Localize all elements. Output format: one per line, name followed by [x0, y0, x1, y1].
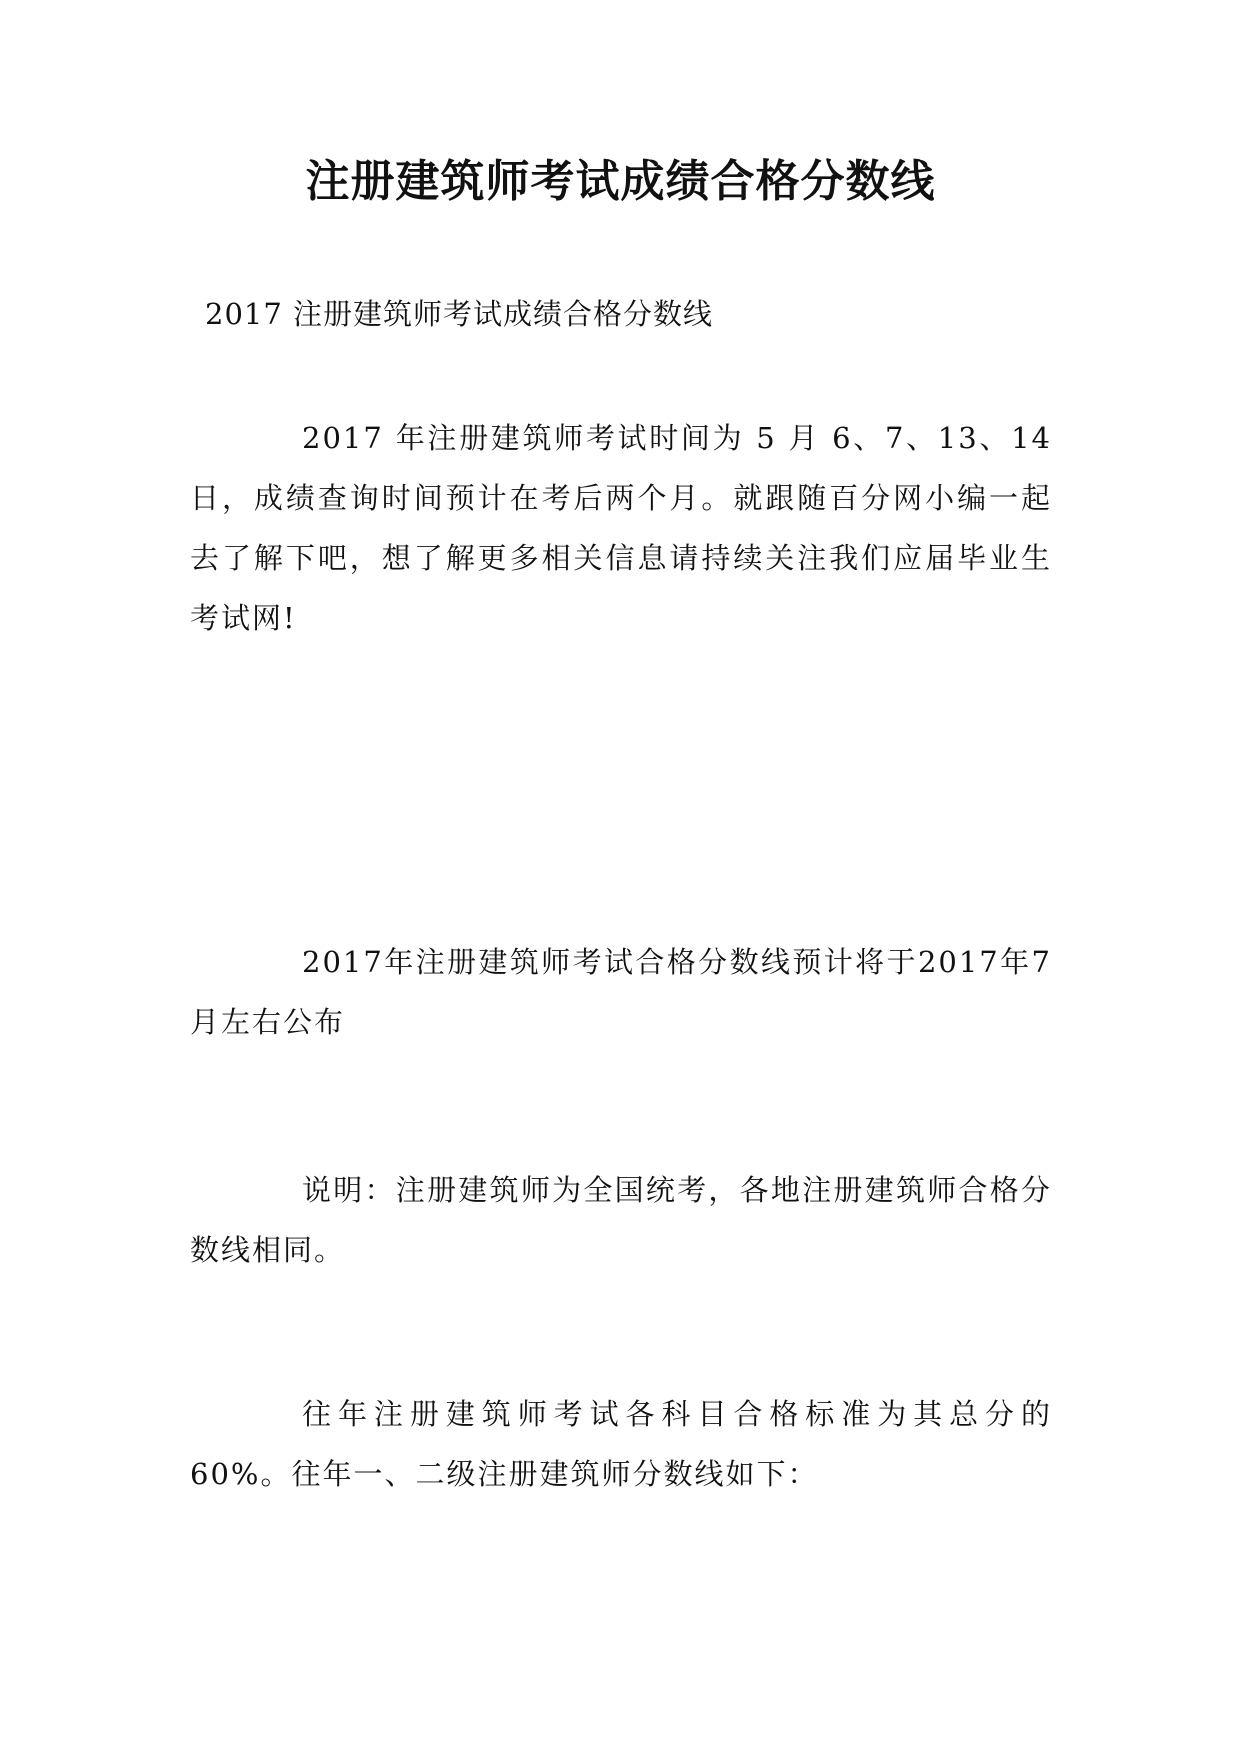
- document-subtitle: 2017 注册建筑师考试成绩合格分数线: [205, 297, 714, 331]
- document-title: 注册建筑师考试成绩合格分数线: [305, 156, 936, 207]
- paragraph-announcement-date: 2017年注册建筑师考试合格分数线预计将于2017年7 月左右公布: [190, 945, 1052, 1039]
- paragraph-exam-schedule: 2017 年注册建筑师考试时间为 5 月 6、7、13、14 日，成绩查询时间预计在考后两个月。就跟随百分网小编一起去了解下吧，想了解更多相关信息请持续关注我们应届毕业生考试网!: [190, 421, 1052, 635]
- paragraph-passing-standard: 往年注册建筑师考试各科目合格标准为其总分的60%。往年一、二级注册建筑师分数线如下：: [190, 1397, 1052, 1491]
- paragraph-note: 说明：注册建筑师为全国统考，各地注册建筑师合格分数线相同。: [190, 1173, 1052, 1267]
